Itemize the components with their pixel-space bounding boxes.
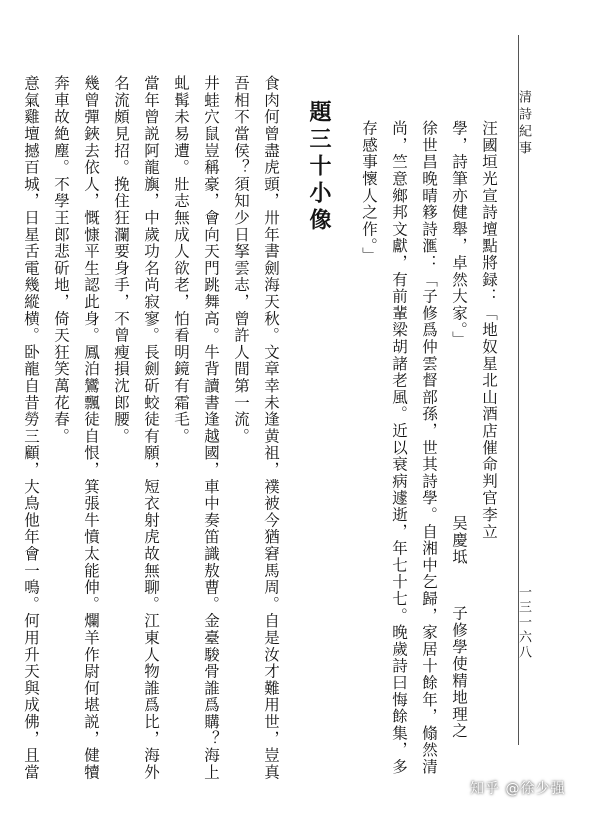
commentary-line-5: 存感事懷人之作。」 [360, 120, 378, 264]
poem-line-9: 意氣雞壇撼百城，日星舌電幾縱横。卧龍自昔勞三顧，大鳥他年會一鳴。何用升天與成佛，且當 [22, 75, 40, 781]
poem-line-5: 當年曾説阿龍旟，中歲功名尚寂寥。長劍斫蛟徒有願，短衣射虎故無聊。江東人物誰爲比，海外 [142, 75, 160, 781]
poem-line-4: 虬髯未易遭。壯志無成人欲老，怕看明鏡有霜毛。 [172, 75, 190, 445]
watermark: 知乎 @徐少强 [470, 781, 566, 797]
poem-line-3: 井蛙穴鼠豈稱豪，會向天門跳舞高。牛背讀書逢越國，車中奏笛識敖曹。金臺駿骨誰爲購？海上 [202, 75, 220, 781]
running-header: 清詩紀事 [516, 90, 531, 158]
commentary-line-4: 尚，竺意鄉邦文獻，有前輩梁胡諸老風。近以衰病遽逝，年七十七。晚歲詩曰悔餘集，多 [390, 120, 408, 776]
poet-name: 吴慶坻 [450, 515, 468, 566]
poem-line-2: 吾相不當侯？須知少日拏雲志，曾許人間第一流。 [232, 75, 250, 445]
poem-line-1: 食肉何曾盡虎頭，卅年書劍海天秋。文章幸未逢黄祖，襆被今猶窘馬周。自是汝才難用世，豈真 [262, 75, 280, 781]
poem-line-6: 名流頗見招。挽住狂瀾要身手，不曾瘦損沈郎腰。 [112, 75, 130, 445]
commentary-line-2: 學，詩筆亦健舉，卓然大家。」 [450, 120, 468, 348]
poem-line-7: 幾曾彈鋏去依人，慨慷平生認此身。鳳泊鸞飄徒自恨，箕張牛憤太能伸。爛羊作尉何堪説，健犢 [82, 75, 100, 781]
poem-title: 題三十小像 [306, 100, 332, 235]
commentary-line-1: 汪國垣光宣詩壇點將録：「地奴星北山酒店催命判官李立 [480, 120, 498, 540]
poem-line-8: 奔車故絶塵。不學王郎悲斫地，倚天狂笑萬花春。 [52, 75, 70, 445]
commentary-line-3: 徐世昌晚晴簃詩滙：「子修爲仲雲督部孫，世其詩學。自湘中乞歸，家居十餘年，翛然清 [420, 120, 438, 776]
page-number: 一三一六八 [516, 585, 531, 660]
poet-bio: 子修學使精地理之 [450, 605, 468, 740]
